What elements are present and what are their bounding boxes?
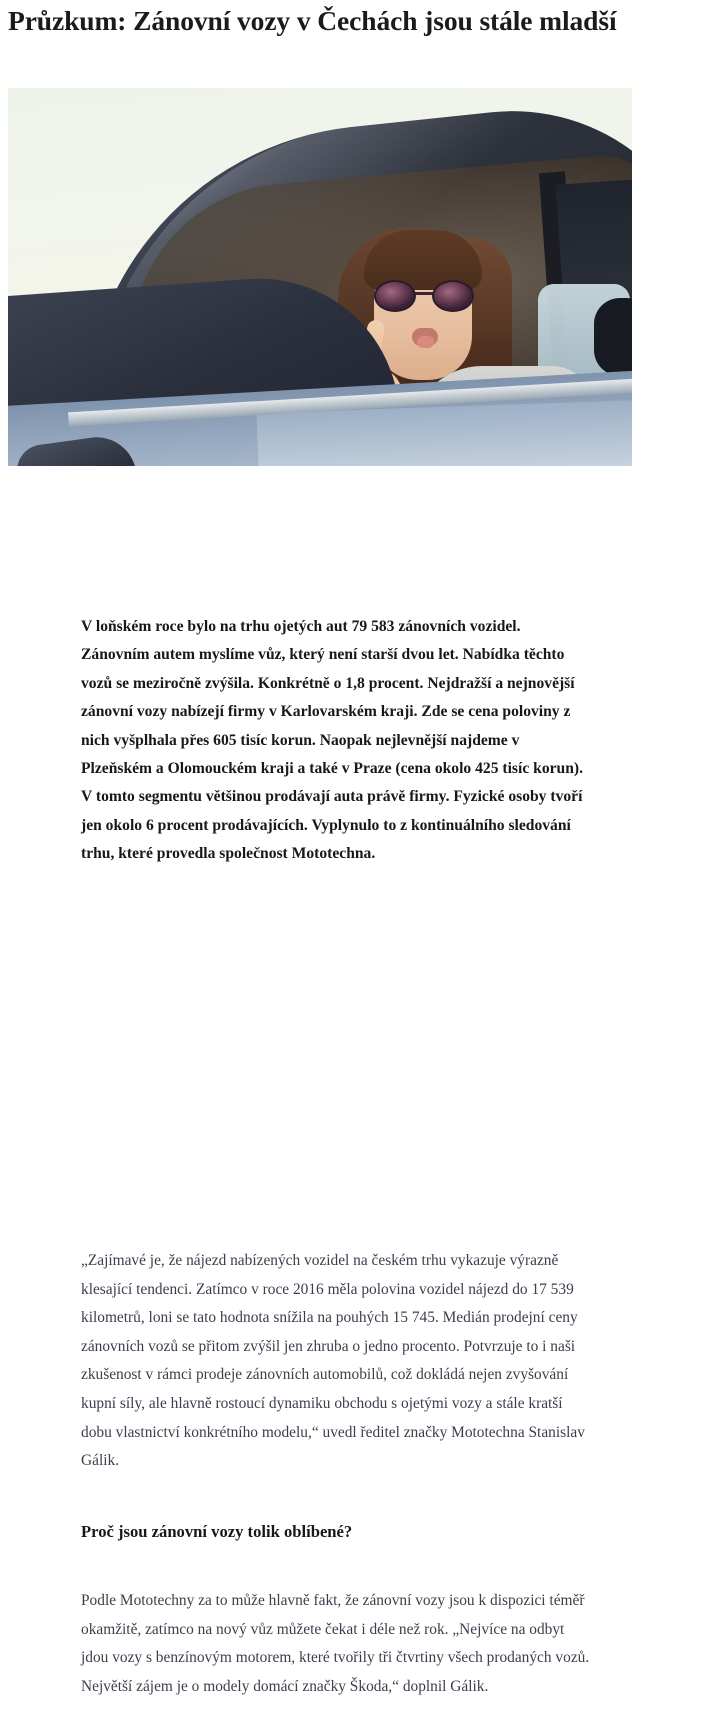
section-subheading: Proč jsou zánovní vozy tolik oblíbené?: [81, 1522, 353, 1541]
page-title: Průzkum: Zánovní vozy v Čechách jsou stále mladší: [8, 5, 617, 36]
hero-photo: [8, 88, 632, 466]
quote-paragraph: „Zajímavé je, že nájezd nabízených vozidel na českém trhu vykazuje výrazně klesající tendenci. Zatímco v roce 2016 měla polovina vozidel nájezd do 17 539 kilometrů, loni se tato hodnota snížila na pouhých 15 745. Medián prodejní ceny zánovních vozů se přitom zvýšil jen zhruba o jedno procento. Potvrzuje to i naši zkušenost v rámci prodeje zánovních automobilů, což dokládá nejen zvyšování kupní síly, ale hlavně rostoucí dynamiku obchodu s ojetými vozy a stále kratší dobu vlastnictví konkrétního modelu,“ uvedl ředitel značky Mototechna Stanislav Gálik.: [81, 1252, 585, 1470]
lead-paragraph: V loňském roce bylo na trhu ojetých aut 79 583 zánovních vozidel. Zánovním autem myslíme vůz, který není starší dvou let. Nabídka těchto vozů se meziročně zvýšila. Konkrétně o 1,8 procent. Nejdražší a nejnovější zánovní vozy nabízejí firmy v Karlovarském kraji. Zde se cena poloviny z nich vyšplhala přes 605 tisíc korun. Naopak nejlevnější najdeme v Plzeňském a Olomouckém kraji a také v Praze (cena okolo 425 tisíc korun). V tomto segmentu většinou prodávají auta právě firmy. Fyzické osoby tvoří jen okolo 6 procent prodávajících. Vyplynulo to z kontinuálního sledování trhu, které provedla společnost Mototechna.: [81, 618, 583, 863]
hero-image-container: [8, 88, 632, 466]
closing-paragraph: Podle Mototechny za to může hlavně fakt, že zánovní vozy jsou k dispozici téměř okamžitě, zatímco na nový vůz můžete čekat i déle než rok. „Nejvíce na odbyt jdou vozy s benzínovým motorem, které tvořily tři čtvrtiny všech prodaných vozů. Největší zájem je o modely domácí značky Škoda,“ doplnil Gálik.: [81, 1592, 590, 1695]
